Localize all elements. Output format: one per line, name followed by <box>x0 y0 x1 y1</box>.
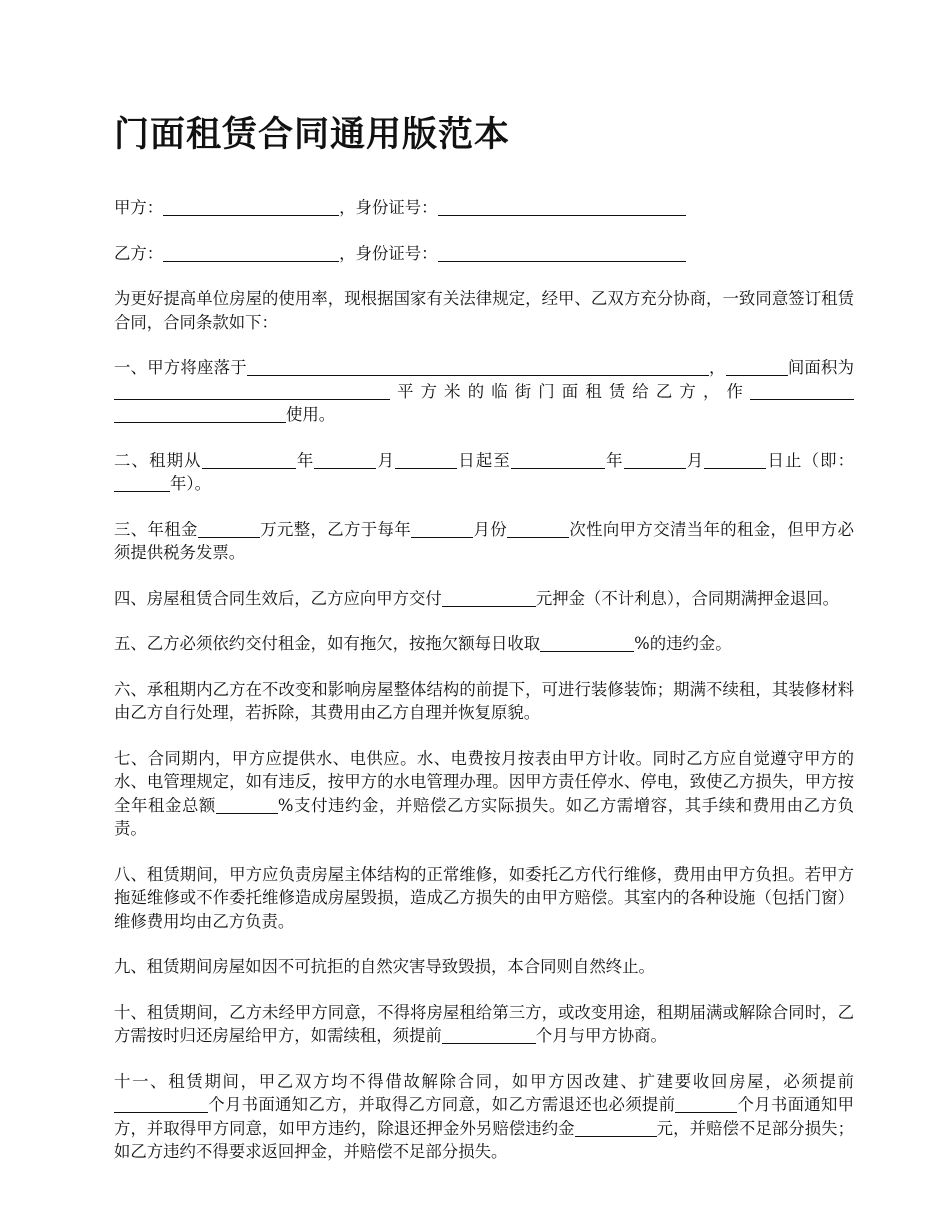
clause-2-text-g: 日止（即： <box>766 450 855 470</box>
clause-11-text-a: 十一、租赁期间，甲乙双方均不得借故解除合同，如甲方因改建、扩建要收回房屋，必须提前 <box>114 1071 854 1091</box>
clause-2 <box>114 449 854 496</box>
intro-paragraph: 为更好提高单位房屋的使用率，现根据国家有关法律规定，经甲、乙双方充分协商，一致同意签订租赁合同，合同条款如下： <box>114 289 854 332</box>
clause-1-text-d: 平方米的临街门面租赁给乙方，作 <box>390 381 750 401</box>
penalty-rate-blank[interactable] <box>216 796 278 814</box>
clause-3-text-a: 三、年租金 <box>114 519 198 539</box>
party-a-line <box>114 196 854 220</box>
clause-10 <box>114 1001 854 1048</box>
location-blank[interactable] <box>247 358 709 376</box>
area-blank[interactable] <box>114 382 390 400</box>
clause-11-text-c: 个月书面通知甲方，并取得甲方同意，如甲方违约，除退还押金外另赔偿违约金 <box>114 1095 855 1138</box>
month-label: 月 <box>685 450 705 470</box>
clause-6: 六、承租期内乙方在不改变和影响房屋整体结构的前提下，可进行装修装饰；期满不续租，其装修材料由乙方自行处理，若拆除，其费用由乙方自理并恢复原貌。 <box>114 679 854 722</box>
clause-9: 九、租赁期间房屋如因不可抗拒的自然灾害导致毁损，本合同则自然终止。 <box>114 957 655 976</box>
year-label: 年 <box>604 450 624 470</box>
clause-11-text-d: 元，并赔偿不足部分损失；如乙方违约不得要求返回押金，并赔偿不足部分损失。 <box>114 1118 855 1161</box>
month-label: 月 <box>376 450 396 470</box>
clause-10-text-a: 十、租赁期间，乙方未经甲方同意，不得将房屋租给第三方，或改变用途，租期届满或解除合同时，乙方需按时归还房屋给甲方，如需续租，须提前 <box>114 1002 854 1045</box>
clause-3-text-c: 月份 <box>473 519 507 539</box>
party-a-name-blank[interactable] <box>163 198 339 216</box>
annual-rent-blank[interactable] <box>198 520 260 538</box>
end-day-blank[interactable] <box>704 451 766 469</box>
party-b-label: 乙方： <box>114 243 164 263</box>
clause-5-text-a: 五、乙方必须依约交付租金，如有拖欠，按拖欠额每日收取 <box>114 634 541 653</box>
payment-month-blank[interactable] <box>411 520 473 538</box>
clause-1-text-c: 间面积为 <box>787 358 855 377</box>
year-label: 年 <box>295 450 315 470</box>
clause-1-text-a: 一、甲方将座落于 <box>114 358 247 377</box>
clause-10-text-b: 个月与甲方协商。 <box>535 1026 667 1045</box>
party-a-id-label: ，身份证号： <box>339 198 438 217</box>
clause-2-text-d: 日起至 <box>457 450 511 470</box>
document-title: 门面租赁合同通用版范本 <box>114 115 511 155</box>
party-b-id-label: ，身份证号： <box>339 243 438 263</box>
party-a-id-blank[interactable] <box>438 198 686 216</box>
unit-count-blank[interactable] <box>726 358 788 376</box>
breach-compensation-blank-1[interactable] <box>575 1119 637 1137</box>
clause-7-text-a: 七、合同期内，甲方应提供水、电供应。水、电费按月按表由甲方计收。同时乙方应自觉遵守甲方的水、电管理规定，如有违反，按甲方的水电管理办理。因甲方责任停水、停电，致使乙方损失，甲方按全年租金总额 <box>114 748 854 815</box>
term-years-blank[interactable] <box>114 474 170 492</box>
clause-1-text-b: ， <box>708 358 726 377</box>
clause-3 <box>114 518 854 565</box>
tenant-notice-months-blank[interactable] <box>675 1095 737 1113</box>
clause-7-text-b: %支付违约金，并赔偿乙方实际损失。如乙方需增容，其手续和费用由乙方负责。 <box>114 795 855 838</box>
end-year-blank[interactable] <box>511 451 605 469</box>
party-b-id-blank[interactable] <box>438 244 686 262</box>
clause-4-text-a: 四、房屋租赁合同生效后，乙方应向甲方交付 <box>114 588 442 608</box>
clause-8: 八、租赁期间，甲方应负责房屋主体结构的正常维修，如委托乙方代行维修，费用由甲方负担。若甲方拖延维修或不作委托维修造成房屋毁损，造成乙方损失的由甲方赔偿。其室内的各种设施（包括门窗）维修费用均由乙方负责。 <box>114 864 854 931</box>
clause-4 <box>114 587 854 611</box>
party-a-label: 甲方： <box>114 198 164 217</box>
contract-document <box>114 108 854 1186</box>
start-year-blank[interactable] <box>202 451 296 469</box>
clause-1-text-e: 使用。 <box>286 405 336 424</box>
clause-1 <box>114 356 854 427</box>
landlord-notice-months-blank[interactable] <box>114 1095 208 1113</box>
party-b-name-blank[interactable] <box>163 244 339 262</box>
party-b-line <box>114 242 854 266</box>
usage-blank-2[interactable] <box>114 405 286 423</box>
clause-11 <box>114 1070 854 1164</box>
clause-5 <box>114 632 854 656</box>
breach-compensation-blank-2[interactable] <box>637 1119 657 1137</box>
start-month-blank[interactable] <box>314 451 376 469</box>
renewal-notice-months-blank[interactable] <box>442 1026 536 1044</box>
usage-blank-1[interactable] <box>750 382 854 400</box>
clause-5-text-b: %的违约金。 <box>634 634 732 653</box>
clause-11-text-b: 个月书面通知乙方，并取得乙方同意，如乙方需退还也必须提前 <box>208 1095 676 1114</box>
clause-4-text-b: 元押金（不计利息），合同期满押金退回。 <box>535 588 840 608</box>
deposit-blank[interactable] <box>442 589 536 607</box>
start-day-blank[interactable] <box>395 451 457 469</box>
end-month-blank[interactable] <box>624 451 686 469</box>
clause-2-text-h: 年）。 <box>170 474 211 493</box>
clause-3-text-d: 次性向甲方交清当年的租金，但甲方必须提供税务发票。 <box>114 519 855 562</box>
clause-3-text-b: 万元整，乙方于每年 <box>259 519 412 539</box>
clause-7 <box>114 747 854 841</box>
payment-count-blank[interactable] <box>507 520 569 538</box>
late-fee-rate-blank[interactable] <box>540 634 634 652</box>
clause-2-text-a: 二、租期从 <box>114 450 202 470</box>
